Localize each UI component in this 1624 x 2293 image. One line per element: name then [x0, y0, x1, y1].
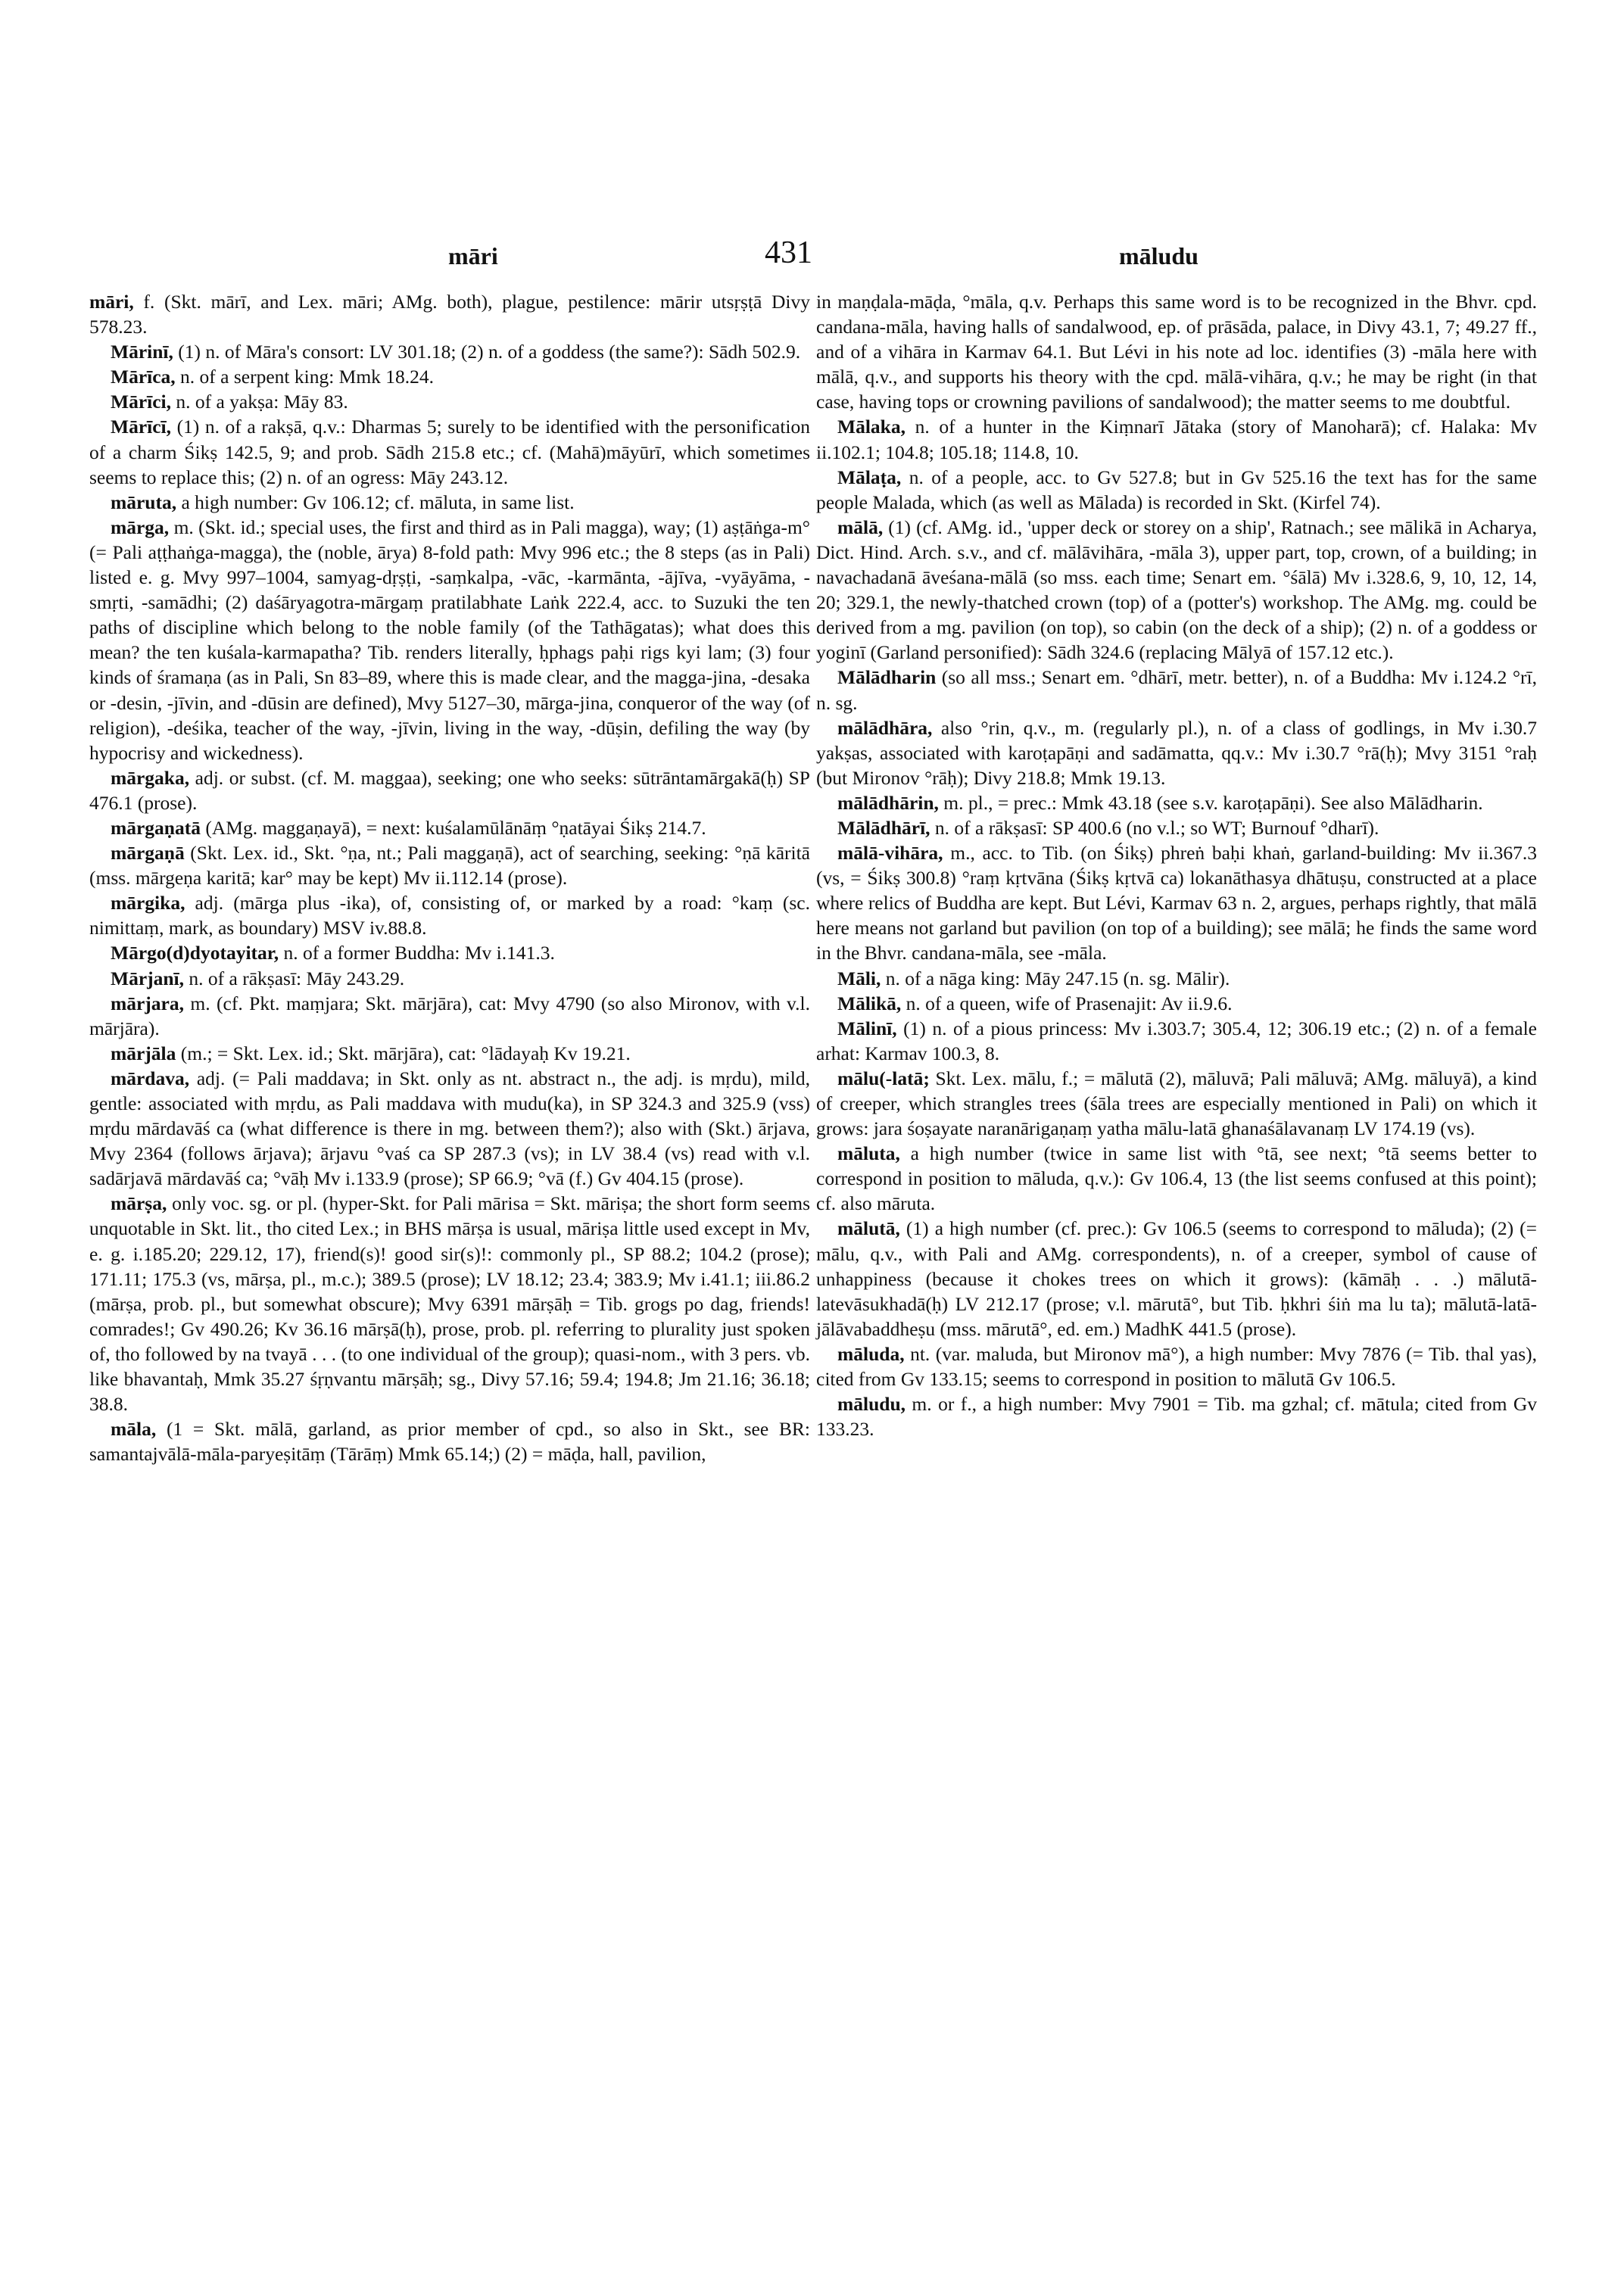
entry-headword: Mārgo(d)dyotayitar,	[111, 942, 279, 964]
dictionary-entry	[816, 465, 1537, 515]
dictionary-entry	[89, 339, 810, 364]
entry-body: n. of a rākṣasī: Māy 243.29.	[184, 967, 405, 989]
entry-body: (1) n. of a rakṣā, q.v.: Dharmas 5; surely to be identified with the personification of a charm Śikṣ 142.5, 9; and prob. Sādh 215.8 etc.; cf. (Mahā)māyūrī, which sometimes seems to replace this; (2) n. of an ogress: Māy 243.12.	[89, 416, 810, 488]
dictionary-entry	[816, 515, 1537, 665]
right-running-headword: māludu	[1119, 242, 1199, 269]
entry-body: also °rin, q.v., m. (regularly pl.), n. of a class of godlings, in Mv i.30.7 yakṣas, associated with karoṭapāṇi and sadāmatta, qq.v.: Mv i.30.7 °rā(ḥ); Mvy 3151 °raḥ (but Mironov °rāḥ); Divy 218.8; Mmk 19.13.	[816, 716, 1537, 789]
entry-body: (1) n. of a pious princess: Mv i.303.7; 305.4, 12; 306.19 etc.; (2) n. of a female arhat: Karmav 100.3, 8.	[816, 1017, 1537, 1064]
dictionary-entry	[89, 1416, 810, 1466]
entry-body: (1) (cf. AMg. id., 'upper deck or storey on a ship', Ratnach.; see mālikā in Acharya, Dict. Hind. Arch. s.v., and cf. mālāvihāra, -māla 3), upper part, top, crown, of a building; in navachadanā āveśana-mālā (so mss. each time; Senart em. °śālā) Mv i.328.6, 9, 10, 12, 14, 20; 329.1, the newly-thatched crown (top) of a (potter's) workshop. The AMg. mg. could be derived from a mg. pavilion (on top), so cabin (on the deck of a ship); (2) n. of a goddess or yoginī (Garland personified): Sādh 324.6 (replacing Mālyā of 157.12 etc.).	[816, 516, 1537, 664]
entry-body: adj. (mārga plus -ika), of, consisting of, or marked by a road: °kaṃ (sc. nimittaṃ, mark, as boundary) MSV iv.88.8.	[89, 892, 810, 939]
left-running-headword: māri	[448, 242, 498, 269]
entry-body: m. (cf. Pkt. maṃjara; Skt. mārjāra), cat: Mvy 4790 (so also Mironov, with v.l. mārjāra).	[89, 992, 810, 1039]
entry-headword: māludu,	[837, 1393, 906, 1416]
entry-body: (so all mss.; Senart em. °dhārī, metr. better), n. of a Buddha: Mv i.124.2 °rī, n. sg.	[816, 666, 1537, 714]
entry-headword: mālā-vihāra,	[837, 842, 943, 865]
left-column	[89, 289, 810, 1466]
entry-body: n. of a hunter in the Kiṃnarī Jātaka (story of Manoharā); cf. Halaka: Mv ii.102.1; 104.8; 105.18; 114.8, 10.	[816, 416, 1537, 463]
entry-headword: mārgaka,	[111, 766, 190, 789]
entry-headword: māri,	[89, 291, 134, 313]
dictionary-entry	[89, 490, 810, 515]
entry-body: (1) a high number (cf. prec.): Gv 106.5 (seems to correspond to māluda); (2) (= mālu, q.v., with Pali and AMg. correspondents), n. of a creeper, symbol of cause of unhappiness (because it chokes trees on which it grows): (kāmāḥ . . .) mālutā-latevāsukhadā(ḥ) LV 212.17 (prose; v.l. mārutā°, but Tib. ḥkhri śiṅ ma lu ta); mālutā-latā-jālāvabaddheṣu (mss. mārutā°, ed. em.) MadhK 441.5 (prose).	[816, 1217, 1537, 1340]
entry-headword: mārjara,	[111, 992, 184, 1014]
entry-headword: Mālādhārī,	[837, 816, 930, 839]
entry-headword: Māli,	[837, 967, 881, 989]
entry-headword: Mālaṭa,	[837, 466, 902, 488]
entry-body: n. of a nāga king: Māy 247.15 (n. sg. Mālir).	[881, 967, 1230, 989]
right-column	[816, 289, 1537, 1441]
page-number: 431	[765, 235, 812, 270]
dictionary-entry	[816, 1391, 1537, 1441]
dictionary-entry	[89, 991, 810, 1041]
dictionary-entry	[89, 940, 810, 965]
dictionary-entry	[89, 364, 810, 389]
entry-body: (1) n. of Māra's consort: LV 301.18; (2) n. of a goddess (the same?): Sādh 502.9.	[173, 341, 801, 363]
dictionary-entry	[816, 665, 1537, 715]
entry-body: a high number (twice in same list with °tā, see next; °tā seems better to correspond in position to māluda, q.v.): Gv 106.4, 13 (the list seems confused at this point); cf. also māruta.	[816, 1142, 1537, 1215]
entry-body: (AMg. maggaṇayā), = next: kuśalamūlānāṃ °ṇatāyai Śikṣ 214.7.	[200, 816, 706, 839]
dictionary-entry	[89, 765, 810, 815]
entry-body: m., acc. to Tib. (on Śikṣ) phreṅ baḥi khaṅ, garland-building: Mv ii.367.3 (vs, = Śikṣ 300.8) °raṃ kṛtvāna (Śikṣ kṛtvā ca) lokanāthasya dhātuṣu, constructed at a place where relics of Buddha are kept. But Lévi, Karmav 63 n. 2, argues, perhaps rightly, that mālā here means not garland but pavilion (on top of a building); see mālā; he finds the same word in the Bhvr. candana-māla, see -māla.	[816, 842, 1537, 964]
entry-headword: mārṣa,	[111, 1192, 167, 1215]
entry-body: m. pl., = prec.: Mmk 43.18 (see s.v. karoṭapāṇi). See also Mālādharin.	[938, 791, 1483, 814]
entry-headword: Mārīcī,	[111, 416, 171, 438]
dictionary-entry	[89, 815, 810, 840]
entry-headword: mārgika,	[111, 892, 185, 914]
entry-headword: Mārīca,	[111, 366, 176, 388]
entry-body: Skt. Lex. mālu, f.; = mālutā (2), māluvā; Pali māluvā; AMg. māluyā), a kind of creeper, which strangles trees (śāla trees are especially mentioned in Pali) on which it grows: jara śoṣayate naranārigaṇaṃ yatha mālu-latā ghanaśālavanaṃ LV 174.19 (vs).	[816, 1067, 1537, 1140]
dictionary-entry	[89, 515, 810, 765]
dictionary-entry	[816, 966, 1537, 991]
entry-headword: mārgaṇā	[111, 842, 185, 865]
dictionary-entry	[816, 1141, 1537, 1216]
entry-body: (1 = Skt. mālā, garland, as prior member of cpd., so also in Skt., see BR: samantajvālā-māla-paryeṣitāṃ (Tārāṃ) Mmk 65.14;) (2) = māḍa, hall, pavilion,	[89, 1418, 810, 1466]
dictionary-entry	[89, 890, 810, 940]
entry-headword: māluda,	[837, 1342, 905, 1365]
entry-body: m. (Skt. id.; special uses, the first and third as in Pali magga), way; (1) aṣṭāṅga-m° (= Pali aṭṭhaṅga-magga), the (noble, ārya) 8-fold path: Mvy 996 etc.; the 8 steps (as in Pali) listed e. g. Mvy 997–1004, samyag-dṛṣṭi, -saṃkalpa, -vāc, -karmānta, -ājīva, -vyāyāma, -smṛti, -samādhi; (2) daśāryagotra-mārgaṃ pratilabhate Laṅk 222.4, acc. to Suzuki the ten paths of discipline which belong to the noble family (of the Tathāgatas); what does this mean? the ten kuśala-karmapatha? Tib. renders literally, ḥphags paḥi rigs kyi lam; (3) four kinds of śramaṇa (as in Pali, Sn 83–89, where this is made clear, and the magga-jina, -desaka or -desin, -jīvin, and -dūsin are defined), Mvy 5127–30, mārga-jina, conqueror of the way (of religion), -deśika, teacher of the way, -jīvin, living in the way, -dūṣin, defiling the way (by hypocrisy and wickedness).	[89, 516, 810, 764]
dictionary-entry	[816, 1016, 1537, 1066]
dictionary-entry	[89, 966, 810, 991]
entry-body: f. (Skt. mārī, and Lex. māri; AMg. both), plague, pestilence: mārir utsṛṣṭā Divy 578.23.	[89, 291, 810, 338]
entry-headword: mārjāla	[111, 1042, 176, 1064]
entry-headword: mālādhāra,	[837, 716, 933, 739]
entry-body: in maṇḍala-māḍa, °māla, q.v. Perhaps this same word is to be recognized in the Bhvr. cpd. candana-māla, having halls of sandalwood, ep. of prāsāda, palace, in Divy 43.1, 7; 49.27 ff., and of a vihāra in Karmav 64.1. But Lévi in his note ad loc. identifies (3) -māla here with mālā, q.v., and supports his theory with the cpd. mālā-vihāra, q.v.; he may be right (in that case, having tops or crowning pavilions of sandalwood); the matter seems to me doubtful.	[816, 291, 1537, 413]
entry-headword: Mālikā,	[837, 992, 902, 1014]
entry-body: n. of a people, acc. to Gv 527.8; but in Gv 525.16 the text has for the same people Malada, which (as well as Mālada) is recorded in Skt. (Kirfel 74).	[816, 466, 1537, 513]
entry-body: (Skt. Lex. id., Skt. °ṇa, nt.; Pali maggaṇā), act of searching, seeking: °ṇā kāritā (mss. mārgeṇa karitā; kar° may be kept) Mv ii.112.14 (prose).	[89, 842, 810, 889]
entry-body: n. of a rākṣasī: SP 400.6 (no v.l.; so WT; Burnouf °dharī).	[930, 816, 1379, 839]
entry-headword: Mārīci,	[111, 391, 171, 413]
dictionary-entry	[89, 389, 810, 414]
dictionary-entry	[816, 715, 1537, 790]
dictionary-entry	[816, 815, 1537, 840]
entry-body: adj. or subst. (cf. M. maggaa), seeking; one who seeks: sūtrāntamārgakā(ḥ) SP 476.1 (prose).	[89, 766, 810, 814]
entry-headword: Mālādharin	[837, 666, 937, 689]
running-header	[0, 235, 1624, 280]
entry-headword: mālutā,	[837, 1217, 900, 1240]
dictionary-entry	[89, 414, 810, 489]
entry-body: n. of a serpent king: Mmk 18.24.	[175, 366, 435, 388]
entry-headword: mālu(-latā;	[837, 1067, 930, 1089]
dictionary-entry	[816, 840, 1537, 965]
entry-headword: Mālaka,	[837, 416, 906, 438]
dictionary-entry	[89, 1191, 810, 1416]
entry-headword: māluta,	[837, 1142, 900, 1165]
dictionary-entry	[816, 1066, 1537, 1141]
entry-body: n. of a former Buddha: Mv i.141.3.	[279, 942, 555, 964]
entry-headword: mārga,	[111, 516, 170, 538]
entry-headword: Mārinī,	[111, 341, 173, 363]
dictionary-entry	[89, 1066, 810, 1191]
dictionary-entry	[89, 289, 810, 339]
entry-headword: mārgaṇatā	[111, 816, 201, 839]
dictionary-entry	[816, 1216, 1537, 1341]
entry-headword: mālādhārin,	[837, 791, 939, 814]
dictionary-entry	[89, 840, 810, 890]
entry-headword: Mārjanī,	[111, 967, 185, 989]
entry-headword: mārdava,	[111, 1067, 190, 1089]
dictionary-entry	[816, 414, 1537, 464]
entry-headword: mālā,	[837, 516, 884, 538]
dictionary-entry	[816, 289, 1537, 414]
entry-body: adj. (= Pali maddava; in Skt. only as nt. abstract n., the adj. is mṛdu), mild, gentle: associated with mṛdu, as Pali maddava with mudu(ka), in SP 324.3 and 325.9 (vss) mṛdu mārdavāś ca (what difference is there in mg. between them?); also with (Skt.) ārjava, Mvy 2364 (follows ārjava); ārjavu °vaś ca SP 287.3 (vs); in LV 38.4 (vs) read with v.l. sadārjavā mārdavāś ca; °vāḥ Mv i.133.9 (prose); SP 66.9; °vā (f.) Gv 404.15 (prose).	[89, 1067, 810, 1190]
entry-headword: Mālinī,	[837, 1017, 897, 1039]
entry-body: nt. (var. maluda, but Mironov mā°), a high number: Mvy 7876 (= Tib. thal yas), cited from Gv 133.15; seems to correspond in position to mālutā Gv 106.5.	[816, 1342, 1537, 1391]
dictionary-entry	[816, 1341, 1537, 1391]
entry-body: (m.; = Skt. Lex. id.; Skt. mārjāra), cat: °lādayaḥ Kv 19.21.	[176, 1042, 631, 1064]
entry-body: n. of a yakṣa: Māy 83.	[171, 391, 348, 413]
dictionary-entry	[816, 790, 1537, 815]
entry-body: n. of a queen, wife of Prasenajit: Av ii.9.6.	[901, 992, 1233, 1014]
dictionary-entry	[816, 991, 1537, 1016]
entry-body: m. or f., a high number: Mvy 7901 = Tib. ma gzhal; cf. mātula; cited from Gv 133.23.	[816, 1393, 1537, 1441]
entry-headword: māla,	[111, 1418, 157, 1441]
entry-body: a high number: Gv 106.12; cf. māluta, in same list.	[176, 491, 575, 513]
entry-body: only voc. sg. or pl. (hyper-Skt. for Pali mārisa = Skt. māriṣa; the short form seems unquotable in Skt. lit., tho cited Lex.; in BHS mārṣa is usual, māriṣa little used except in Mv, e. g. i.185.20; 229.12, 17), friend(s)! good sir(s)!: commonly pl., SP 88.2; 104.2 (prose); 171.11; 175.3 (vs, mārṣa, pl., m.c.); 389.5 (prose); LV 18.12; 23.4; 383.9; Mv i.41.1; iii.86.2 (mārṣa, prob. pl., but somewhat obscure); Mvy 6391 mārṣāḥ = Tib. grogs po dag, friends! comrades!; Gv 490.26; Kv 36.16 mārṣā(ḥ), prose, prob. pl. referring to plurality just spoken of, tho followed by na tvayā . . . (to one individual of the group); quasi-nom., with 3 pers. vb. like bhavantaḥ, Mmk 35.27 śṛṇvantu mārṣāḥ; sg., Divy 57.16; 59.4; 194.8; Jm 21.16; 36.18; 38.8.	[89, 1192, 810, 1416]
entry-headword: māruta,	[111, 491, 177, 513]
dictionary-entry	[89, 1041, 810, 1066]
